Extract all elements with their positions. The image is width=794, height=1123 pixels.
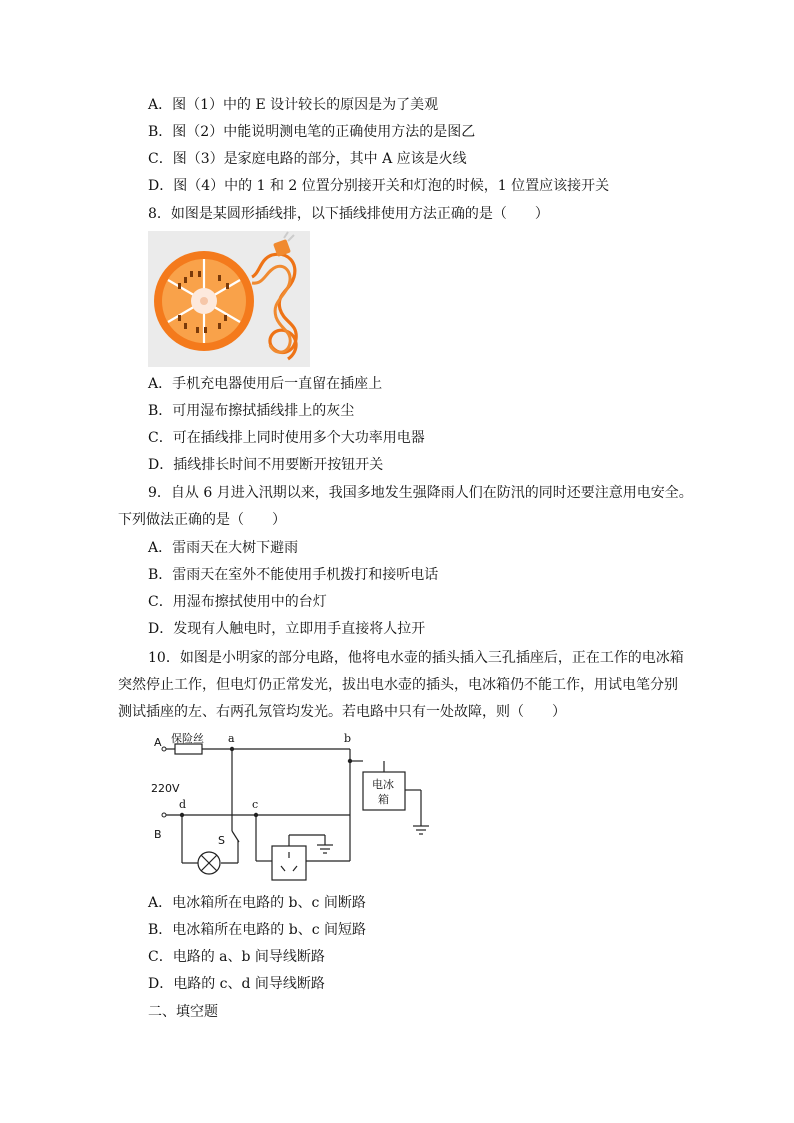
q10-option-c: C．电路的 a、b 间导线断路 [148,949,325,965]
q7-option-c: C．图（3）是家庭电路的部分，其中 A 应该是火线 [148,151,467,167]
power-strip-photo [148,231,310,367]
label-c: c [252,798,259,811]
q8-option-c: C．可在插线排上同时使用多个大功率用电器 [148,430,425,446]
fuse-symbol [175,744,202,754]
q10-option-b: B．电冰箱所在电路的 b、c 间短路 [148,922,366,938]
terminal-a-dot [162,747,166,751]
q9-option-a: A．雷雨天在大树下避雨 [148,540,299,556]
label-a: a [228,732,235,745]
terminal-b-dot [162,813,166,817]
ground-symbol-fridge [413,826,429,834]
label-voltage: 220V [151,782,180,795]
q7-option-d: D．图（4）中的 1 和 2 位置分别接开关和灯泡的时候，1 位置应该接开关 [148,178,610,194]
q9-option-b: B．雷雨天在室外不能使用手机拨打和接听电话 [148,567,439,583]
label-S: S [218,834,225,847]
q9-stem-line1: 9．自从 6 月进入汛期以来，我国多地发生强降雨人们在防汛的同时还要注意用电安全。 [148,485,693,501]
ground-symbol-socket [317,845,333,853]
label-d: d [179,798,187,811]
q7-option-a: A．图（1）中的 E 设计较长的原因是为了美观 [148,97,439,113]
q7-option-b: B．图（2）中能说明测电笔的正确使用方法的是图乙 [148,124,476,140]
circuit-diagram [145,728,445,888]
q9-stem-line2: 下列做法正确的是（ ） [118,512,286,528]
three-pin-socket [272,846,306,880]
label-B: B [154,828,162,841]
q10-stem-line1: 10．如图是小明家的部分电路，他将电水壶的插头插入三孔插座后，正在工作的电冰箱 [148,650,684,666]
q8-option-a: A．手机充电器使用后一直留在插座上 [148,376,383,392]
label-A: A [154,736,162,749]
q8-option-d: D．插线排长时间不用要断开按钮开关 [148,457,384,473]
q10-stem-line3: 测试插座的左、右两孔氖管均发光。若电路中只有一处故障，则（ ） [118,704,566,720]
label-b: b [344,732,352,745]
q9-option-d: D．发现有人触电时，立即用手直接将人拉开 [148,621,426,637]
q8-option-b: B．可用湿布擦拭插线排上的灰尘 [148,403,355,419]
section-heading-fill-blank: 二、填空题 [148,1004,218,1020]
q10-stem-line2: 突然停止工作，但电灯仍正常发光，拔出电水壶的插头，电冰箱仍不能工作，用试电笔分别 [118,677,678,693]
q8-stem: 8．如图是某圆形插线排，以下插线排使用方法正确的是（ ） [148,206,549,222]
q10-option-d: D．电路的 c、d 间导线断路 [148,976,325,992]
fridge-label-line2: 箱 [378,793,389,806]
fridge-label-line1: 电冰 [372,778,394,791]
q10-option-a: A．电冰箱所在电路的 b、c 间断路 [148,895,366,911]
q9-option-c: C．用湿布擦拭使用中的台灯 [148,594,327,610]
label-fuse: 保险丝 [171,732,204,745]
